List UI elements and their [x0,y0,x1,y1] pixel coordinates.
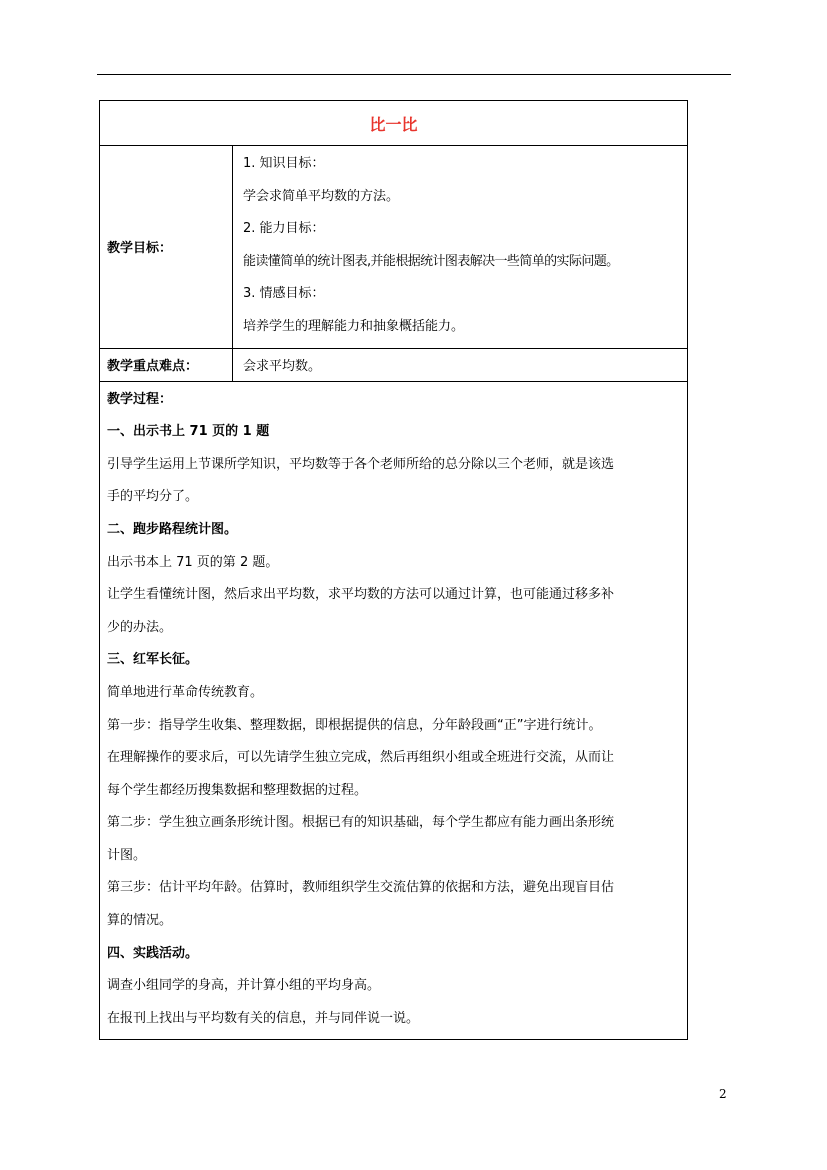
process-heading: 教学过程： [107,391,173,407]
section-4-text: 在报刊上找出与平均数有关的信息，并与同伴说一说。 [107,1010,420,1026]
section-1-text: 手的平均分了。 [107,489,199,505]
section-2-text: 出示书本上 71 页的第 2 题。 [107,554,279,570]
objective-text-emotion: 培养学生的理解能力和抽象概括能力。 [243,318,465,334]
objective-heading-knowledge: 1. 知识目标： [243,156,325,171]
objective-text-ability: 能读懂简单的统计图表,并能根据统计图表解决一些简单的实际问题。 [243,253,619,269]
section-2-text: 让学生看懂统计图，然后求出平均数，求平均数的方法可以通过计算，也可能通过移多补 [107,587,615,603]
section-2-text: 少的办法。 [107,619,173,635]
section-3-text: 计图。 [107,847,147,863]
section-1-title: 一、出示书上 71 页的 1 题 [107,424,270,440]
section-3-text: 算的情况。 [107,913,173,929]
objectives-label: 教学目标： [100,146,233,349]
key-points-row [100,348,688,381]
objectives-row [100,146,688,349]
section-2-title: 二、跑步路程统计图。 [107,521,238,537]
section-3-text: 简单地进行革命传统教育。 [107,684,264,700]
key-points-label: 教学重点难点： [100,348,233,381]
section-3-title: 三、红军长征。 [107,652,199,668]
title-row [100,101,688,146]
section-3-text: 每个学生都经历搜集数据和整理数据的过程。 [107,782,368,798]
process-row [100,381,688,1040]
process-content [100,381,688,1040]
lesson-plan-table [99,100,688,1040]
section-4-text: 调查小组同学的身高，并计算小组的平均身高。 [107,978,381,994]
objective-heading-ability: 2. 能力目标： [243,221,325,237]
objective-text-knowledge: 学会求简单平均数的方法。 [243,188,400,204]
lesson-title: 比一比 [100,101,688,146]
key-points-value: 会求平均数。 [233,348,688,381]
section-1-text: 引导学生运用上节课所学知识，平均数等于各个老师所给的总分除以三个老师，就是该选 [107,456,615,472]
objective-heading-emotion: 3. 情感目标： [243,286,325,302]
header-rule [97,74,731,75]
section-3-text: 在理解操作的要求后，可以先请学生独立完成，然后再组织小组或全班进行交流，从而让 [107,750,615,766]
section-3-text: 第一步：指导学生收集、整理数据，即根据提供的信息，分年龄段画“正”字进行统计。 [107,717,602,733]
section-3-text: 第三步：估计平均年龄。估算时，教师组织学生交流估算的依据和方法，避免出现盲目估 [107,880,615,896]
page-number: 2 [719,1087,727,1101]
section-3-text: 第二步：学生独立画条形统计图。根据已有的知识基础，每个学生都应有能力画出条形统 [107,815,615,831]
objectives-content [233,146,688,349]
section-4-title: 四、实践活动。 [107,945,199,961]
